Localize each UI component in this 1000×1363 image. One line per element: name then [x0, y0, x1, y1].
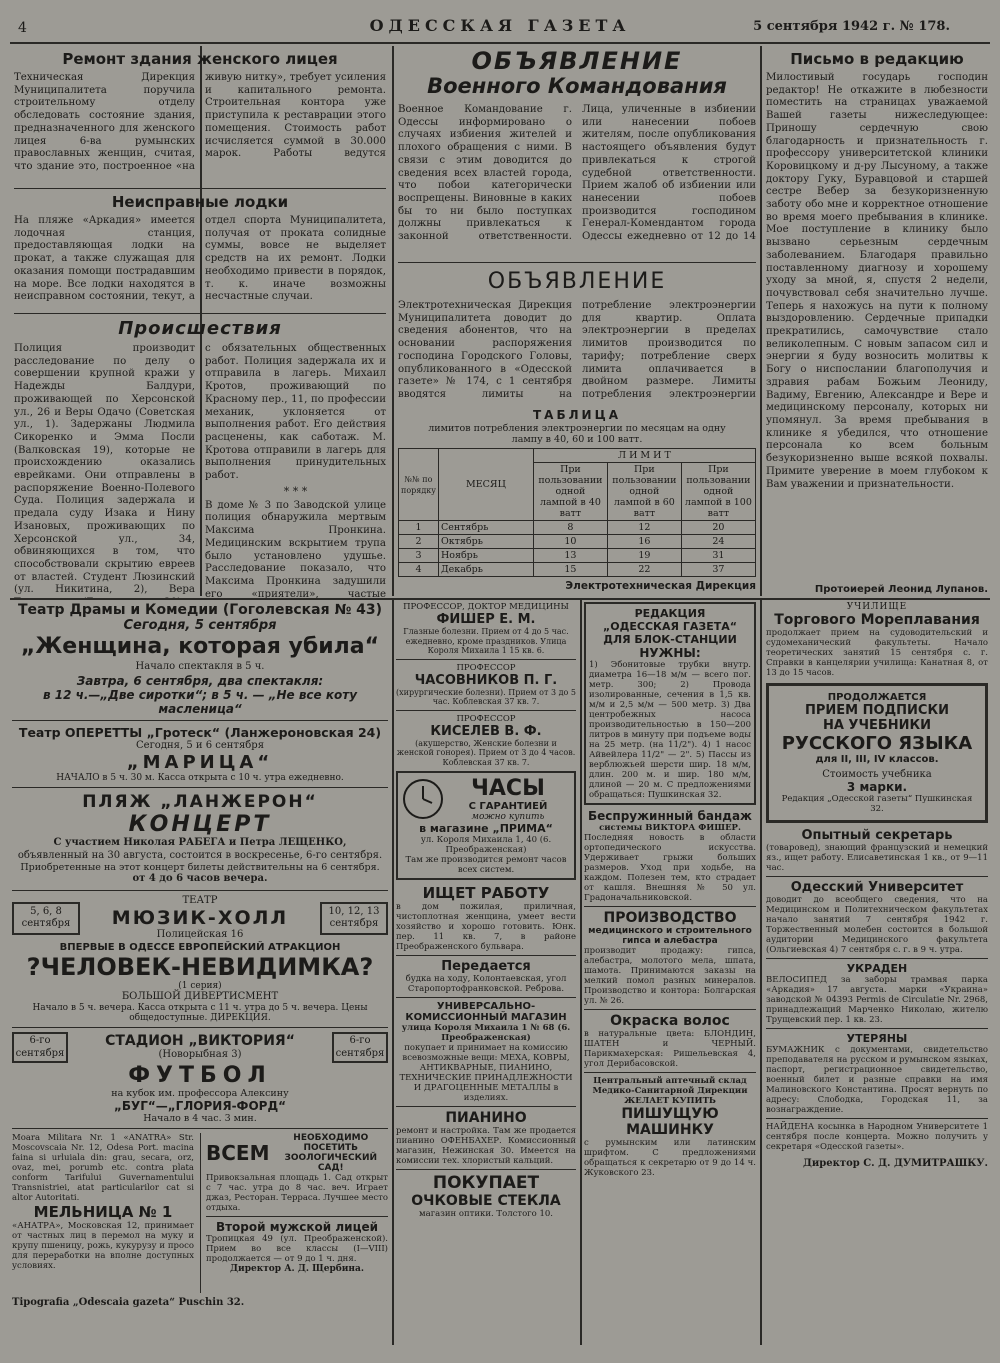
bandage-body: Последняя новость в области ортопедического искусства. Удерживает грыжи больших размеров. Уход при ходьбе, на каждом. Полезен тем, кто страдает от кашля. Внешняя № 50 ул. Градоначальниковской.	[584, 833, 756, 903]
optics-subtitle: ОЧКОВЫЕ СТЕКЛА	[411, 1193, 561, 1209]
doctor-title: ПРОФЕССОР	[456, 662, 516, 673]
bandage-title: Беспружинный бандаж	[588, 809, 752, 823]
announcement-body: Военное Командование г. Одессы информировано о случаях избиения жителей и плохого обращения с ними. В связи с этим доводится до сведения всех властей города, что побои категорически воспрещены. Виновные в каких бы то ни было поступках должны привлекаться к законной ответственности. Лица, уличенные в избиении или нанесении побоев жителям, после опубликования настоящего объявления будут привлекаться к строгой судебной ответственности. Прием жалоб об избиении или нанесении побоев производится господином Генерал-Комендантом города Одессы ежедневно от 12 до 14	[398, 104, 756, 243]
announcement-title: ОБЪЯВЛЕНИЕ	[471, 48, 683, 75]
news-column	[14, 48, 386, 598]
concert-title: КОНЦЕРТ	[128, 812, 272, 837]
football-title: ФУТБОЛ	[128, 1063, 272, 1088]
doctor-name: ФИШЕР Е. М.	[436, 612, 536, 627]
watch-buy: можно купить	[471, 812, 545, 822]
stadium-header	[12, 1032, 388, 1063]
zoo-header	[206, 1133, 388, 1173]
theatre-start: Начало спектакля в 5 ч.	[135, 661, 265, 672]
letter-title: Письмо в редакцию	[790, 50, 964, 68]
lyceum-sign: Директор А. Д. Щербина.	[230, 1264, 364, 1274]
ads-left	[12, 602, 388, 1342]
table-row: 1 Сентябрь 8 12 20	[399, 521, 756, 535]
sell-title: Передается	[441, 959, 531, 974]
article-title: Ремонт здания женского лицея	[62, 50, 338, 68]
article-columns	[14, 343, 386, 598]
masthead-title: ОДЕССКАЯ ГАЗЕТА	[369, 16, 631, 35]
school-body: продолжает прием на судоводительский и судомеханический факультеты. Начало теоретических занятий 15 сентября с. г. Справки в канцелярии училища: Канатная 8, от 13 до 15 часов.	[766, 628, 988, 678]
editorial-name: „ОДЕССКАЯ ГАЗЕТА“	[603, 620, 737, 633]
operetta-time: НАЧАЛО в 5 ч. 30 м. Касса открыта с 10 ч. утра ежедневно.	[56, 773, 344, 783]
sub-line: Редакция „Одесской газеты“ Пушкинская 32.	[781, 794, 973, 814]
musichall-line: ВПЕРВЫЕ В ОДЕССЕ ЕВРОПЕЙСКИЙ АТРАКЦИОН	[59, 941, 341, 953]
table-header: №№ по порядку	[399, 449, 439, 521]
doctor-title: ПРОФЕССОР	[456, 713, 516, 724]
doctor-name: КИСЕЛЕВ В. Ф.	[430, 723, 542, 739]
musichall-label: ТЕАТР	[182, 894, 218, 906]
editorial-title: РЕДАКЦИЯ	[634, 607, 706, 620]
operetta-play: „МАРИЦА“	[126, 752, 274, 773]
mill-ad	[12, 1133, 194, 1293]
watch-address: ул. Короля Михаила 1, 40 (6. Преображенская)	[420, 835, 552, 855]
article-title: Происшествия	[118, 318, 282, 339]
lost-body: БУМАЖНИК с документами, свидетельство преподавателя на русском и румынском языках, паспорт, регистрационное свидетельство, военный билет и разные справки на имя Малиновского Константина. Просят вернуть по адресу: Слободка, Городская 11, за вознаграждение.	[766, 1045, 988, 1115]
subscription-ad	[766, 683, 988, 823]
production-sub: медицинского и строительного гипса и алебастра	[588, 926, 752, 946]
musichall-name: МЮЗИК-ХОЛЛ	[111, 907, 289, 929]
football-cup: на кубок им. профессора Алексину	[111, 1088, 289, 1099]
musichall-header	[12, 895, 388, 942]
sub-line: РУССКОГО ЯЗЫКА	[781, 733, 973, 754]
column-rule	[760, 46, 762, 596]
table-title: ТАБЛИЦА	[532, 408, 622, 422]
musichall-dates: 10, 12, 13 сентября	[320, 902, 388, 935]
optics-address: магазин оптики. Толстого 10.	[419, 1209, 553, 1219]
editorial-for: ДЛЯ БЛОК-СТАНЦИИ	[603, 633, 737, 646]
musichall-program: БОЛЬШОЙ ДИВЕРТИСМЕНТ	[121, 990, 279, 1002]
table-header: Л И М И Т	[533, 449, 755, 463]
editorial-body: 1) Эбонитовые трубки внутр. диаметра 16—18 м/м — всего пог. метр. 300; 2) Провода изолированные, сечения в 1,5 кв. м/м и 2,5 м/м — 500 метр. 3) Два центробежных насоса производительностью в 150—200 литров в минуту при подъеме воды на 25 метр. (на 11/2"). 4) 1 насос Айвейлера 11/2" — 2". 5) Пассы из верблюжьей шерсти шир. 18 м/м, длин. 200 м. и шир. 180 м/м, длиной — 20 м. С предложениями обращаться: Пушкинская 32.	[589, 660, 751, 800]
table-row: 3 Ноябрь 13 19 31	[399, 549, 756, 563]
optics-title: ПОКУПАЕТ	[432, 1173, 540, 1193]
secretary-title: Опытный секретарь	[801, 828, 953, 843]
shop-address: улица Короля Михаила 1 № 68 (6. Преображенская)	[401, 1023, 571, 1043]
doctor-name: ЧАСОВНИКОВ П. Г.	[414, 672, 558, 688]
zoo-body: Привокзальная площадь 1. Сад открыт с 7 час. утра до 8 час. веч. Играет джаз, Ресторан. Терраса. Лучшее место отдыха.	[206, 1173, 388, 1213]
university-body: доводит до всеобщего сведения, что на Медицинском и Политехническом факультетах начало занятий 7 сентября 1942 г. Торжественный молебен состоится в большой аудитории Медицинского факультета (Ольгиевская 4) 7 сентября с. г. в 9 ч. утра.	[766, 895, 988, 955]
bottom-ads	[12, 1133, 388, 1293]
concert-line: от 4 до 6 часов вечера.	[132, 873, 268, 884]
limits-table	[398, 448, 756, 577]
theatre-two-shows: в 12 ч.—„Две сиротки“; в 5 ч. — „Не все коту масленица“	[42, 687, 358, 716]
production-title: ПРОИЗВОДСТВО	[603, 910, 737, 926]
zoo-lyceum-ads	[200, 1133, 388, 1293]
shop-body: покупает и принимает на комиссию всевозможные вещи: МЕХА, КОВРЫ, АНТИКВАРНЫЕ, ПИАНИНО, ТЕХНИЧЕСКИЕ ПРИНАДЛЕЖНОСТИ И ДРАГОЦЕННЫЕ МЕТАЛЛЫ в изделиях.	[399, 1043, 573, 1103]
watch-shop: в магазине „ПРИМА“	[419, 822, 553, 835]
shop-title: УНИВЕРСАЛЬНО-КОМИССИОННЫЙ МАГАЗИН	[405, 1001, 567, 1023]
sub-line: ПРИЕМ ПОДПИСКИ	[805, 703, 949, 718]
lost-title: УТЕРЯНЫ	[846, 1032, 908, 1045]
musichall-info: Начало в 5 ч. вечера. Касса открыта с 11 ч. утра до 5 ч. вечера. Цены общедоступные. ДИРЕКЦИЯ.	[32, 1003, 368, 1023]
article-body: Полиция производит расследование по делу о совершении крупной кражи у Надежды Балдури, проживающей по Херсонской ул., 26 и Веры Одачо (Советская ул., 1). Задержаны Людмила Сикоренко и Эмма Посли (Валковская 19), которые не происхождению оказались еврейками. Они отправлены в распоряжение Военно-Полевого Суда. Полиция задержала и предала суду Изака и Нину Изановых, проживающих по Херсонской ул., 34, обвиняющихся в том, что способствовали скрытию евреев от властей. Студент Люзинский (ул. Никитина, 2), Вера с обязательных общественных работ. Полиция задержала их и отправила в лагерь. Михаил Кротов, проживающий по Красному пер., 11, по профессии механик, уклоняется от выполнения работ. Его действия расценены, как саботаж. М. Кротова отправили в лагерь для выполнения принудительных работ.	[14, 343, 386, 596]
operetta-dates: Сегодня, 5 и 6 сентября	[136, 739, 264, 751]
job-title: ИЩЕТ РАБОТУ	[422, 884, 550, 902]
hair-body: в натуральные цвета: БЛОНДИН, ШАТЕН и ЧЕРНЫЙ. Парикмахерская: Ришельевская 4, угол Дерибасовской.	[584, 1029, 756, 1069]
column-rule	[760, 600, 762, 1345]
concert-line: Приобретенные на этот концерт билеты действительны на 6 сентября.	[20, 862, 380, 873]
piano-title: ПИАНИНО	[445, 1110, 527, 1126]
director-line: Директор С. Д. ДУМИТРАШКУ.	[802, 1158, 988, 1169]
separator-stars: * * *	[283, 484, 308, 498]
ads-right	[766, 602, 988, 1342]
stadium-date: 6-го сентября	[332, 1032, 388, 1063]
warehouse-line: Центральный аптечный склад Медико-Санитарной Дирекции ЖЕЛАЕТ КУПИТЬ	[592, 1076, 748, 1106]
watch-sub: С ГАРАНТИЕЙ	[468, 801, 548, 812]
article-body: В доме № 3 по Заводской улице полиция обнаружила мертвым Максима Пронкина. Медицинским вскрытием трупа было установлено удушье. Расследование показало, что Максима Пронкина задушили его «приятели», частые	[205, 499, 386, 598]
editorial-ad	[584, 602, 756, 805]
lyceum-body: Тропицкая 49 (ул. Преображенской). Прием во все классы (I—VIII) продолжается — от 9 до 1 ч. дня.	[206, 1234, 388, 1264]
ads-middle	[396, 602, 576, 1342]
job-body: в дом пожилая, приличная, чистоплотная женщина, умеет вести хозяйство и хорошо готовить. Юнк. пер. 11 кв. 7, в районе Преображенского бульвара.	[396, 902, 576, 952]
table-header: При пользовании одной лампой в 100 ватт	[681, 463, 755, 521]
table-header: При пользовании одной лампой в 60 ватт	[607, 463, 681, 521]
sell-body: будка на ходу, Колонтаевская, угол Старопортофранковской. Реброва.	[405, 974, 567, 994]
article-body: На пляже «Аркадия» имеется лодочная станция, предоставляющая лодки на прокат, а также служащая для оказания помощи пострадавшим на море. Все лодки находятся в неисправном состоянии, текут, а отдел спорта Муниципалитета, получая от проката солидные суммы, вовсе не выделяет средств на их ремонт. Лодки необходимо привести в порядок, т. к. иначе возможны несчастные случаи.	[14, 215, 386, 303]
beach-title: ПЛЯЖ „ЛАНЖЕРОН“	[82, 792, 318, 812]
musichall-show: ?ЧЕЛОВЕК-НЕВИДИМКА?	[26, 952, 374, 981]
watch-ad	[396, 771, 576, 880]
table-header: При пользовании одной лампой в 40 ватт	[533, 463, 607, 521]
column-rule	[392, 46, 394, 596]
university-title: Одесский Университет	[790, 880, 964, 895]
table-signature: Электротехническая Дирекция	[565, 580, 756, 592]
column-rule	[392, 600, 394, 1345]
sub-line: Стоимость учебника	[822, 769, 932, 780]
zoo-text: НЕОБХОДИМО ПОСЕТИТЬ ЗООЛОГИЧЕСКИЙ САД!	[284, 1133, 378, 1173]
column-rule	[580, 600, 582, 1345]
announcement-body: Электротехническая Дирекция Муниципалитета доводит до сведения абонентов, что на основании распоряжения господина Городского Головы, опубликованного в «Одесской газете» № 174, с 1 сентября вводятся лимиты на потребление электроэнергии для квартир. Оплата электроэнергии в пределах лимитов производится по тарифу; потребление сверх лимита оплачивается в двойном размере. Лимиты потребления электроэнергии	[398, 300, 756, 400]
article-title: Неисправные лодки	[111, 193, 289, 211]
doctor-info: (акушерство, Женские болезни и женской гонорея). Прием от 3 до 4 часов. Коблевская 37 кв. 7.	[396, 738, 576, 767]
sub-line: НА УЧЕБНИКИ	[822, 718, 932, 733]
theatre-date: Сегодня, 5 сентября	[123, 618, 277, 633]
table-row: 4 Декабрь 15 22 37	[399, 563, 756, 577]
letter-signature: Протоиерей Леонид Лупанов.	[814, 584, 988, 595]
table-subtitle: лимитов потребления электроэнергии по месяцам на одну лампу в 40, 60 и 100 ватт.	[428, 423, 726, 445]
school-label: УЧИЛИЩЕ	[846, 602, 908, 612]
doctor-info: Глазные болезни. Прием от 4 до 5 час. ежедневно, кроме праздников. Улица Короля Михаила 1 15 кв. 6.	[403, 627, 569, 655]
typewriter-title: ПИШУЩУЮ МАШИНКУ	[621, 1106, 719, 1138]
piano-body: ремонт и настройка. Там же продается пианино ОФЕНБАХЕР. Комиссионный магазин, Нежинская 30. Имеется на комиссии тех. хлористый кальций.	[396, 1126, 576, 1166]
clock-icon	[401, 777, 445, 821]
musichall-series: (1 серия)	[178, 980, 222, 991]
announcement-column	[398, 48, 756, 598]
mill-title: МЕЛЬНИЦА № 1	[33, 1203, 173, 1221]
printer-line: Tipografia „Odescaia gazeta“ Puschin 32.	[12, 1297, 245, 1308]
hair-title: Окраска волос	[610, 1013, 730, 1029]
watch-title: ЧАСЫ	[471, 776, 545, 801]
theatre-tomorrow: Завтра, 6 сентября, два спектакля:	[76, 673, 324, 688]
page-number: 4	[18, 20, 27, 36]
musichall-address: Полицейская 16	[156, 929, 244, 940]
mill-romanian: Moara Militara Nr. 1 «ANATRA» Str. Moscovscaia Nr. 12, Odesa Port. macina faina si urluiala din: grau, secara, orz, ovaz, mei, porumb etc. contra plata conform Tarifului Guvernamentului Transnistriei, atat particularilor cat si altor Autoritati.	[12, 1133, 194, 1203]
mill-body: «АНАТРА», Московская 12, принимает от частных лиц в перемол на муку и крупу пшеницу, рожь, кукурузу и просо для переработки на вполне доступных условиях.	[12, 1221, 194, 1271]
watch-repair: Там же производится ремонт часов всех систем.	[405, 855, 567, 875]
ads-middle-2	[584, 602, 756, 1342]
found-body: НАЙДЕНА косынка в Народном Университете 1 сентября после концерта. Можно получить у секретаря «Одесской газеты».	[766, 1122, 988, 1152]
table-row: 2 Октябрь 10 16 24	[399, 535, 756, 549]
football-teams: „БУГ“—„ГЛОРИЯ-ФОРД“	[113, 1099, 287, 1113]
production-body: производит продажу: гипса, алебастра, молотого мела, шпата, шамота. Принимаются заказы на мелкий помол разных минералов. Производство и контора: Болгарская ул. № 26.	[584, 946, 756, 1006]
concert-line: С участием Николая РАБЕГА и Петра ЛЕЩЕНКО,	[53, 837, 347, 848]
typewriter-body: с румынским или латинским шрифтом. С предложениями обращаться к секретарю от 9 до 14 ч. Жуковского 23.	[584, 1138, 756, 1178]
doctor-title: ПРОФЕССОР, ДОКТОР МЕДИЦИНЫ	[403, 602, 569, 612]
operetta-name: Театр ОПЕРЕТТЫ „Гротеск“ (Ланжероновская 24)	[18, 724, 382, 740]
sub-line: 3 марки.	[846, 780, 908, 794]
stadium-address: (Новорыбная 3)	[158, 1049, 242, 1061]
sub-line: ПРОДОЛЖАЕТСЯ	[827, 692, 927, 703]
stadium-date: 6-го сентября	[12, 1032, 68, 1063]
page-header	[10, 10, 990, 44]
stolen-title: УКРАДЕН	[846, 962, 908, 975]
secretary-body: (товаровед), знающий французский и немецкий яз., ищет работу. Елисаветинская 1 кв., от 9—11 час.	[766, 843, 988, 873]
zoo-big: ВСЕМ	[206, 1141, 270, 1165]
editorial-need: НУЖНЫ:	[639, 646, 701, 660]
concert-line: объявленный на 30 августа, состоится в воскресенье, 6-го сентября.	[17, 849, 383, 861]
sub-line: для II, III, IV классов.	[815, 754, 939, 765]
table-header: МЕСЯЦ	[438, 449, 533, 521]
school-name: Торгового Мореплавания	[774, 612, 980, 628]
stolen-body: ВЕЛОСИПЕД за заборы трамвая парка «Аркадия» 17 августа. марки «Украина» заводской № 04393 Permis de Circulatie Nr. 2968, принадлежащий Марченко Николаю, жителю Трущевский пер. 1 кв. 23.	[766, 975, 988, 1025]
issue-date: 5 сентября 1942 г. № 178.	[753, 19, 950, 34]
section-rule	[10, 598, 990, 600]
announcement-title: ОБЪЯВЛЕНИЕ	[487, 269, 667, 294]
article-body: Техническая Дирекция Муниципалитета поручила строительному отделу обследовать состояние здания, предназначенного для женского лицея 6-ва румынских православных женщин, считая, что здание это, построенное «на живую нитку», требует усиления и капитального ремонта. Строительная контора уже приступила к реставрации этого помещения. Стоимость работ исчисляется суммой в 30.000 марок. Работы ведутся	[14, 72, 386, 172]
letter-body: Милостивый государь господин редактор! Не откажите в любезности поместить на страницах уважаемой Вашей газеты нижеследующее: Приношу сердечную свою благодарность и признательность г. профессору университетской клиники Коровицкому и д-ру Лысуному, а также доктору Гуку, Буравцовой и старшей сестре Вебер за безукоризненную заботу обо мне и корректное отношение во время моего пребывания в клинике. Мое поступление в клинику было вызвано серьезным сердечным заболеванием. Благодаря правильно поставленному диагнозу и хорошему уходу за мной, я, спустя 2 недели, почувствовал себя значительно лучше. Теперь я нахожусь на пути к полному выздоровлению. Сердечные припадки прекратились, самочувствие стало великолепным. С новым запасом сил и энергии я буду возносить молитвы к Богу о ниспослании благополучия и здравия рабам Божьим Леониду, Вадиму, Евгению, Александре и Вере и медицинскому персоналу, которых ни упомянул. За время пребывания в клинике я убедился, что отношение персонала ко всем больным безукоризненно выше всякой похвалы. Примите уверение в моем глубоком к Вам уважении и признательности.	[766, 72, 988, 490]
announcement-subtitle: Военного Командования	[427, 74, 727, 98]
bandage-sub: системы ВИКТОРА ФИШЕР.	[599, 823, 741, 833]
theatre-play: „Женщина, которая убила“	[20, 634, 380, 659]
theatre-name: Театр Драмы и Комедии (Гоголевская № 43)	[17, 602, 383, 618]
letter-column	[766, 48, 988, 598]
stadium-name: СТАДИОН „ВИКТОРИЯ“	[105, 1033, 295, 1050]
musichall-dates: 5, 6, 8 сентября	[12, 902, 80, 935]
doctor-info: (хирургические болезни). Прием от 3 до 5 час. Коблевская 37 кв. 7.	[396, 687, 576, 706]
football-time: Начало в 4 час. 3 мин.	[143, 1113, 257, 1124]
lyceum-title: Второй мужской лицей	[215, 1220, 379, 1234]
